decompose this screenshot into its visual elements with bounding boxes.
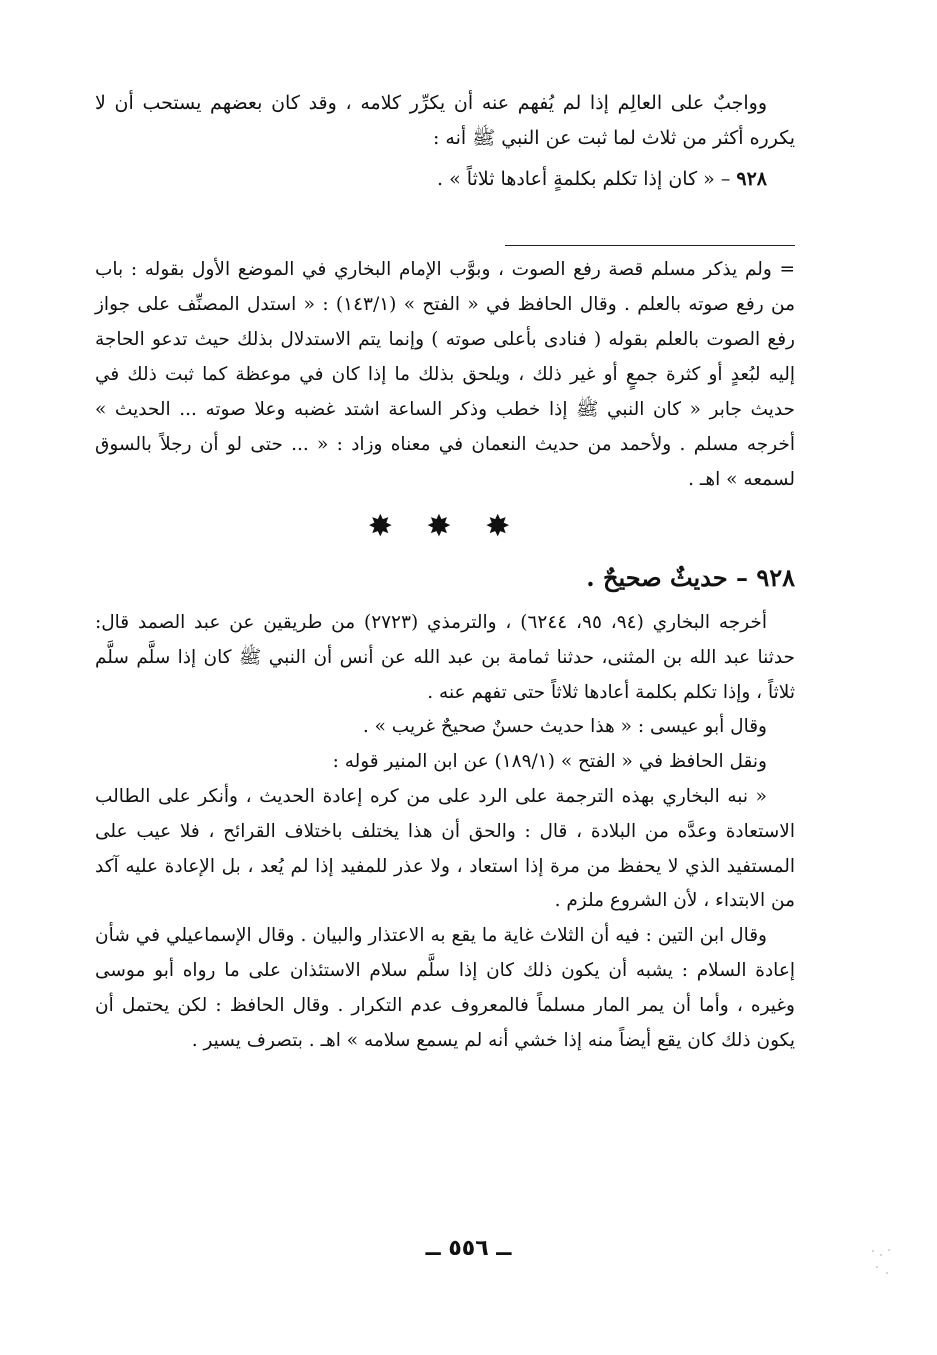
tirmidhi-grade: وقال أبو عيسى : « هذا حديث حسنٌ صحيحٌ غريب » . (362, 716, 767, 738)
section-body (95, 606, 795, 1058)
ibn-tin-quote: وقال ابن التين : فيه أن الثلاث غاية ما يقع به الاعتذار والبيان . وقال الإسماعيلي في شأن إعادة السلام : يشبه أن يكون ذلك كان إذا سلَّم سلام الاستئذان على ما رواه أبو موسى وغيره ، وأما أن يمر المار مسلماً فالمعروف عدم التكرار . وقال الحافظ : لكن يحتمل أن يكون ذلك كان يقع أيضاً منه إذا خشي أنه لم يسمع سلامه » اهـ . بتصرف يسير . (95, 925, 795, 1051)
section-separator: ✸ ✸ ✸ (367, 509, 523, 544)
footnote (95, 252, 795, 497)
hadith-text (95, 162, 795, 197)
takhrij-paragraph: أخرجه البخاري (٩٤، ٩٥، ٦٢٤٤) ، والترمذي (٢٧٢٣) من طريقين عن عبد الصمد قال: حدثنا عبد الله بن المثنى، حدثنا ثمامة بن عبد الله عن أنس أن النبي ﷺ كان إذا سلَّم سلَّم ثلاثاً ، وإذا تكلم بكلمة أعادها ثلاثاً حتى تفهم عنه . (95, 612, 795, 703)
section-heading: ٩٢٨ – حديثٌ صحيحٌ . (586, 563, 795, 592)
intro-paragraph: وواجبٌ على العالِم إذا لم يُفهم عنه أن يكرِّر كلامه ، وقد كان بعضهم يستحب أن لا يكرره أكثر من ثلاث لما ثبت عن النبي ﷺ أنه : (95, 92, 795, 149)
page-number: ــ ٥٥٦ ــ (425, 1236, 512, 1261)
page-content (95, 86, 795, 1058)
footnote-divider (505, 245, 795, 246)
hadith-number: ٩٢٨ (736, 168, 767, 190)
hafiz-quote-intro: ونقل الحافظ في « الفتح » (١٨٩/١) عن ابن المنير قوله : (332, 751, 767, 773)
hadith-body: – « كان إذا تكلم بكلمةٍ أعادها ثلاثاً » . (437, 168, 737, 190)
ibn-munir-quote: « نبه البخاري بهذه الترجمة على الرد على من كره إعادة الحديث ، وأنكر على الطالب الاستعادة وعدَّه من البلادة ، قال : والحق أن هذا يختلف باختلاف القرائح ، فلا عيب على المستفيد الذي لا يحفظ من مرة إذا استعاد ، ولا عذر للمفيد إذا لم يُعد ، بل الإعادة عليه آكد من الابتداء ، لأن الشروع ملزم . (95, 785, 795, 912)
scan-noise-mark (867, 1245, 897, 1285)
footnote-text: = ولم يذكر مسلم قصة رفع الصوت ، وبوَّب الإمام البخاري في الموضع الأول بقوله : باب من رفع صوته بالعلم . وقال الحافظ في « الفتح » (١٤٣/١) : « استدل المصنِّف على جواز رفع الصوت بالعلم بقوله ( فنادى بأعلى صوته ) وإنما يتم الاستدلال بذلك حيث تدعو الحاجة إليه لبُعدٍ أو كثرة جمعٍ أو غير ذلك ، ويلحق بذلك ما إذا كان في موعظة كما ثبت ذلك في حديث جابر « كان النبي ﷺ إذا خطب وذكر الساعة اشتد غضبه وعلا صوته ... الحديث » أخرجه مسلم . ولأحمد من حديث النعمان في معناه وزاد : « ... حتى لو أن رجلاً بالسوق لسمعه » اهـ . (95, 259, 795, 490)
